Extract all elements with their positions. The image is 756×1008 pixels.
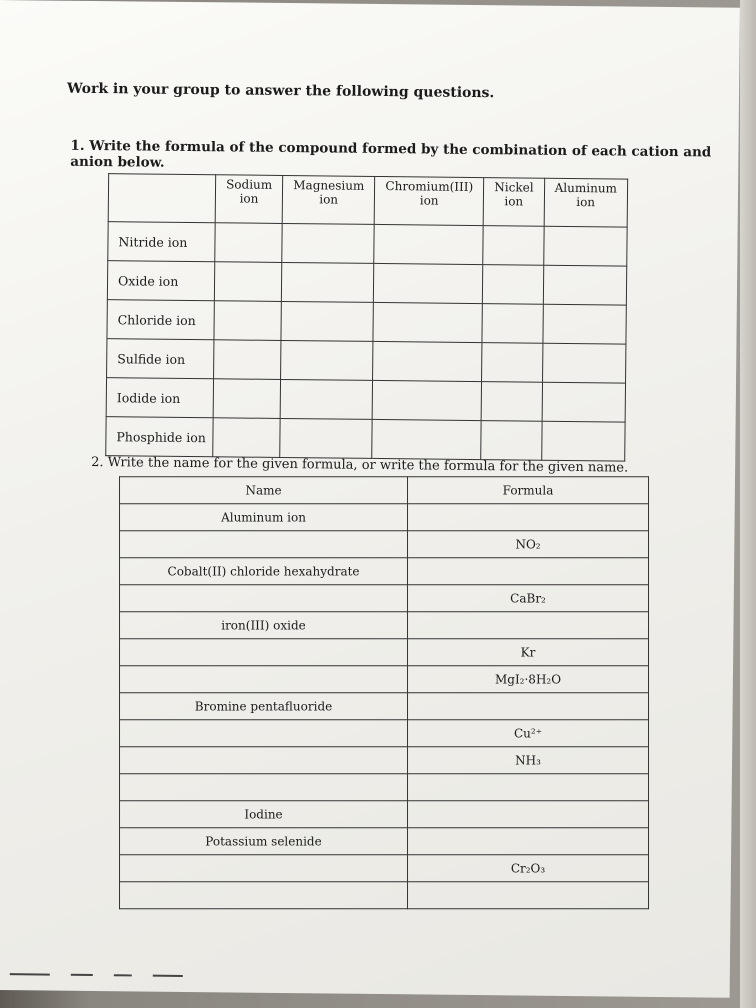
name-cell[interactable]: Potassium selenide — [120, 828, 408, 855]
anion-row — [108, 222, 627, 266]
answer-cell[interactable] — [483, 226, 544, 266]
formula-cell[interactable]: MgI₂·8H₂O — [408, 666, 649, 693]
table-row — [120, 855, 649, 882]
formula-cell[interactable] — [408, 801, 649, 828]
formula-cell[interactable]: NH₃ — [408, 747, 649, 774]
dash-mark — [153, 975, 183, 977]
name-cell[interactable]: Aluminum ion — [120, 504, 408, 531]
anion-row — [107, 300, 626, 344]
cation-header: Magnesium ion — [282, 175, 375, 224]
question-1-text: 1. Write the formula of the compound formed by the combination of each cation and anion below. — [70, 137, 712, 171]
formula-cell[interactable]: CaBr₂ — [408, 585, 649, 612]
answer-cell[interactable] — [483, 265, 544, 305]
formula-cell[interactable]: Cu²⁺ — [408, 720, 649, 747]
answer-cell[interactable] — [374, 263, 483, 303]
formula-cell[interactable] — [408, 558, 649, 585]
name-cell[interactable]: Iodine — [120, 801, 408, 828]
table-row — [120, 693, 649, 720]
answer-cell[interactable] — [541, 421, 625, 461]
anion-label: Iodide ion — [106, 378, 213, 418]
name-header: Name — [120, 477, 408, 504]
name-formula-header-row — [120, 477, 649, 504]
answer-cell[interactable] — [482, 304, 543, 344]
cation-header: Chromium(III) ion — [374, 176, 483, 225]
intro-text: Work in your group to answer the following questions. — [66, 80, 495, 102]
name-cell[interactable] — [120, 855, 408, 882]
table-row — [120, 585, 649, 612]
anion-row — [107, 339, 626, 383]
formula-cell[interactable] — [408, 774, 649, 801]
formula-cell[interactable]: Kr — [408, 639, 649, 666]
anion-label: Chloride ion — [107, 300, 214, 340]
answer-cell[interactable] — [542, 304, 626, 344]
cation-header: Nickel ion — [483, 178, 544, 227]
anion-label: Sulfide ion — [107, 339, 214, 379]
answer-cell[interactable] — [281, 340, 374, 380]
dash-mark — [10, 973, 50, 975]
formula-cell[interactable]: Cr₂O₃ — [408, 855, 649, 882]
answer-cell[interactable] — [543, 265, 627, 305]
answer-cell[interactable] — [282, 223, 375, 263]
dash-mark — [114, 974, 132, 976]
answer-cell[interactable] — [214, 301, 282, 341]
answer-cell[interactable] — [280, 379, 373, 419]
name-cell[interactable] — [120, 774, 408, 801]
anion-label: Nitride ion — [108, 222, 215, 262]
name-cell[interactable] — [120, 882, 408, 909]
anion-row — [106, 417, 625, 461]
table-row — [120, 612, 649, 639]
answer-cell[interactable] — [214, 340, 282, 380]
answer-cell[interactable] — [213, 379, 281, 419]
answer-cell[interactable] — [281, 301, 374, 341]
formula-cell[interactable] — [408, 693, 649, 720]
table-row — [120, 882, 649, 909]
formula-header: Formula — [408, 477, 649, 504]
cation-header: Aluminum ion — [544, 178, 628, 227]
name-cell[interactable]: iron(III) oxide — [120, 612, 408, 639]
answer-cell[interactable] — [373, 302, 482, 342]
answer-cell[interactable] — [213, 418, 281, 458]
table-row — [120, 828, 649, 855]
anion-label: Oxide ion — [107, 261, 214, 301]
dash-mark — [71, 974, 93, 976]
name-cell[interactable] — [120, 720, 408, 747]
table-row — [120, 558, 649, 585]
name-cell[interactable] — [120, 639, 408, 666]
formula-cell[interactable]: NO₂ — [408, 531, 649, 558]
paper-stack-edge — [740, 0, 756, 1008]
answer-cell[interactable] — [542, 382, 626, 422]
answer-cell[interactable] — [280, 418, 373, 458]
name-cell[interactable] — [120, 666, 408, 693]
name-cell[interactable] — [120, 747, 408, 774]
table-row — [120, 720, 649, 747]
cation-header-row — [108, 174, 627, 227]
table-row — [120, 801, 649, 828]
answer-cell[interactable] — [282, 262, 375, 302]
answer-cell[interactable] — [372, 419, 481, 459]
name-cell[interactable] — [120, 531, 408, 558]
anion-row — [106, 378, 625, 422]
bleed-through-marks — [10, 960, 250, 973]
answer-cell[interactable] — [373, 341, 482, 381]
answer-cell[interactable] — [481, 382, 542, 422]
anion-row — [107, 261, 626, 305]
formula-cell[interactable] — [408, 612, 649, 639]
formula-cell[interactable] — [408, 828, 649, 855]
name-cell[interactable] — [120, 585, 408, 612]
table-row — [120, 639, 649, 666]
answer-cell[interactable] — [374, 224, 483, 264]
question-2-text: 2. Write the name for the given formula, or write the formula for the given name. — [91, 454, 629, 476]
table-row — [120, 747, 649, 774]
answer-cell[interactable] — [542, 343, 626, 383]
answer-cell[interactable] — [543, 226, 627, 266]
anion-label: Phosphide ion — [106, 417, 213, 457]
answer-cell[interactable] — [215, 223, 283, 263]
answer-cell[interactable] — [481, 421, 542, 461]
table-row — [120, 666, 649, 693]
table-row — [120, 774, 649, 801]
name-cell[interactable]: Bromine pentafluoride — [120, 693, 408, 720]
cation-anion-table — [105, 173, 628, 461]
answer-cell[interactable] — [482, 343, 543, 383]
name-formula-table — [119, 476, 649, 909]
answer-cell[interactable] — [372, 380, 481, 420]
table-row — [120, 531, 649, 558]
corner-cell — [108, 174, 215, 223]
cation-header: Sodium ion — [215, 175, 283, 224]
formula-cell[interactable] — [408, 504, 649, 531]
formula-cell[interactable] — [408, 882, 649, 909]
answer-cell[interactable] — [214, 262, 282, 302]
name-cell[interactable]: Cobalt(II) chloride hexahydrate — [120, 558, 408, 585]
table-row — [120, 504, 649, 531]
